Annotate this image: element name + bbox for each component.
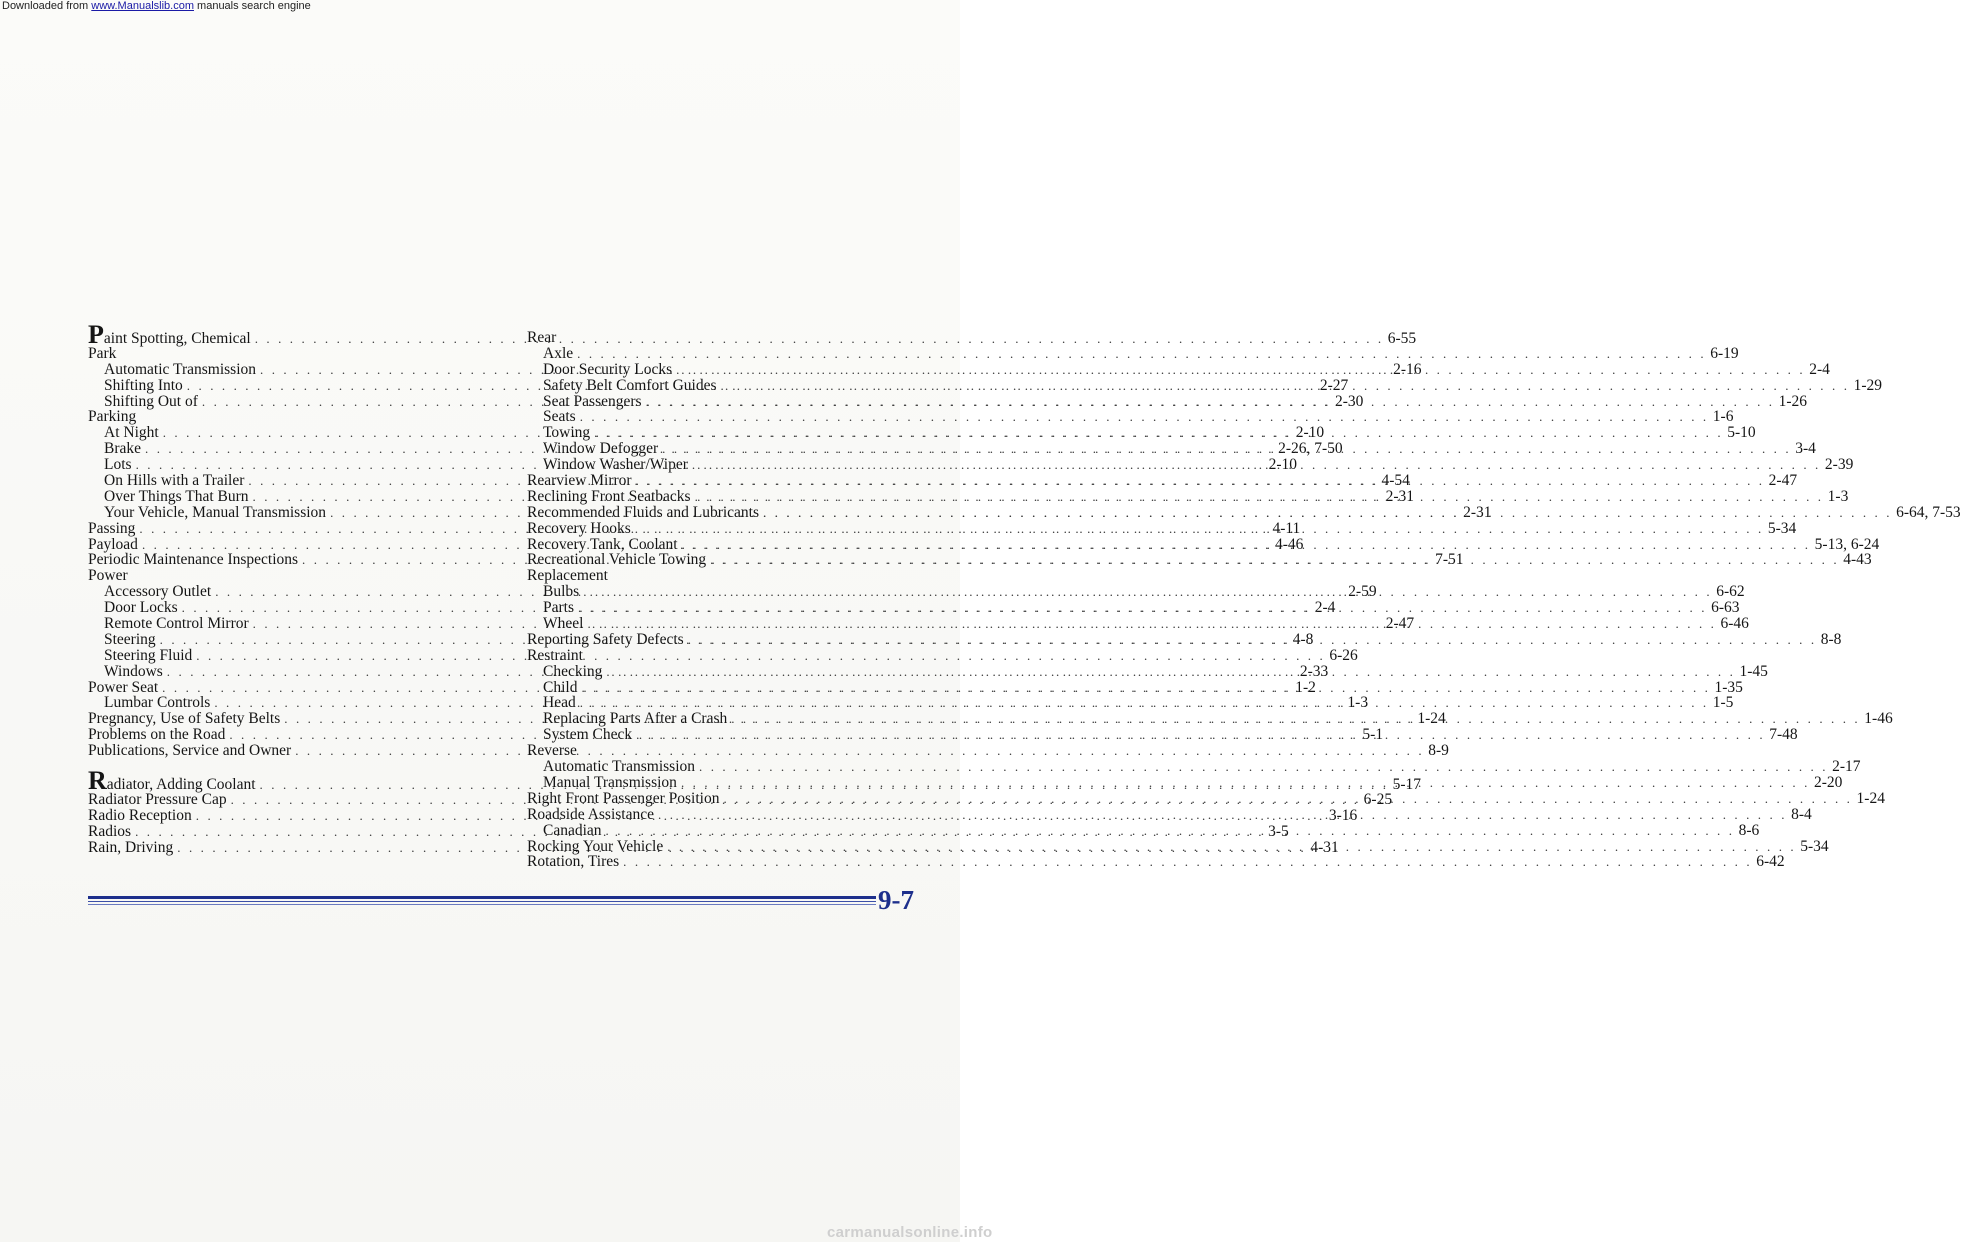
entry-text: Automatic Transmission — [104, 360, 257, 378]
entry-page: 8-9 — [1428, 742, 1449, 760]
entry-page: 7-51 — [1435, 551, 1464, 569]
entry-text: Periodic Maintenance Inspections — [88, 551, 299, 569]
leader-dots — [699, 759, 1828, 775]
index-entry — [527, 853, 1785, 871]
entry-text: Problems on the Road — [88, 726, 226, 744]
entry-text: Axle — [543, 344, 574, 362]
index-entry — [527, 648, 925, 664]
entry-label — [527, 648, 583, 664]
entry-page: 4-31 — [1310, 838, 1339, 856]
entry-label — [527, 743, 577, 759]
entry-label — [104, 584, 211, 600]
entry-label — [527, 537, 678, 553]
footer-rule-thin — [88, 901, 876, 902]
entry-page: 1-3 — [1827, 487, 1849, 505]
entry-text: Shifting Into — [104, 376, 183, 394]
entry-label — [543, 695, 576, 711]
entry-text: Seats — [543, 408, 576, 426]
entry-page: 8-4 — [1791, 805, 1812, 823]
entry-page: 6-55 — [1387, 330, 1417, 347]
entry-page: 8-6 — [1738, 821, 1760, 839]
entry-label — [543, 378, 717, 394]
entry-label — [543, 664, 602, 680]
entry-page: 1-3 — [1347, 694, 1369, 712]
entry-page: 4-43 — [1843, 551, 1872, 569]
entry-label — [527, 854, 619, 870]
entry-label — [88, 409, 136, 425]
index-entry — [527, 743, 925, 759]
entry-label — [88, 568, 128, 584]
entry-text: Towing — [543, 424, 591, 442]
entry-label — [88, 824, 131, 840]
entry-text: Reporting Safety Defects — [527, 630, 684, 648]
entry-label — [88, 521, 135, 537]
entry-text: Lots — [104, 456, 132, 474]
leader-dots — [583, 584, 1712, 600]
entry-label — [527, 489, 691, 505]
entry-page: 6-26 — [1329, 646, 1358, 664]
entry-page: 7-48 — [1769, 726, 1798, 744]
entry-text: Radio Reception — [88, 806, 192, 824]
banner-prefix: Downloaded from — [2, 0, 92, 12]
manualslib-link[interactable]: www.Manualslib.com — [91, 0, 194, 12]
entry-label — [527, 473, 632, 489]
footer-rule-thin — [88, 904, 876, 905]
entry-page: 1-24 — [1417, 710, 1446, 728]
entry-label — [527, 521, 631, 537]
entry-label — [88, 808, 192, 824]
watermark-footer: carmanualsonline.info — [827, 1224, 993, 1241]
entry-page: 2-33 — [1299, 662, 1329, 680]
entry-label — [104, 441, 141, 457]
entry-page: 2-59 — [1348, 583, 1377, 601]
leader-dots — [710, 552, 1839, 568]
leader-dots — [723, 791, 1852, 807]
entry-text: Door Locks — [104, 599, 178, 617]
entry-page: 6-46 — [1720, 615, 1749, 633]
entry-text: Remote Control Mirror — [104, 615, 249, 633]
entry-page: 1-26 — [1778, 392, 1808, 410]
entry-label — [104, 648, 192, 664]
entry-label — [543, 823, 602, 839]
leader-dots — [658, 807, 1787, 823]
entry-text: Right Front Passenger Position — [527, 789, 720, 807]
entry-page: 5-34 — [1800, 837, 1829, 855]
leader-dots — [681, 775, 1810, 794]
entry-text: System Check — [543, 726, 633, 744]
leader-dots — [606, 664, 1735, 680]
entry-text: At Night — [104, 424, 159, 442]
entry-text: Roadside Assistance — [527, 805, 654, 823]
entry-page: 6-25 — [1363, 790, 1393, 808]
entry-text: Your Vehicle, Manual Transmission — [104, 503, 327, 521]
entry-page: 6-64, 7-53 — [1896, 503, 1961, 521]
entry-text: Child — [543, 678, 578, 696]
entry-text: Pregnancy, Use of Safety Belts — [88, 710, 281, 728]
entry-page: 2-4 — [1809, 360, 1830, 378]
entry-page: 2-30 — [1334, 392, 1364, 410]
entry-text: Wheel — [543, 615, 584, 633]
entry-label — [88, 743, 291, 759]
entry-label — [543, 441, 658, 457]
entry-page: 5-13, 6-24 — [1814, 535, 1880, 553]
entry-label — [543, 711, 727, 727]
entry-page: 2-47 — [1768, 472, 1798, 490]
leader-dots — [581, 680, 1710, 696]
entry-label — [104, 362, 256, 378]
entry-text: Power Seat — [88, 678, 159, 696]
entry-label — [104, 394, 198, 410]
entry-page: 1-29 — [1853, 376, 1882, 394]
entry-page: 2-20 — [1814, 773, 1843, 791]
entry-label — [88, 792, 227, 808]
entry-page: 8-8 — [1820, 630, 1842, 648]
entry-label — [543, 409, 576, 425]
index-subentry — [527, 408, 1734, 426]
leader-dots — [578, 600, 1707, 616]
entry-text: Parking — [88, 408, 137, 426]
footer-rule — [88, 896, 876, 899]
entry-page: 1-46 — [1864, 710, 1893, 728]
leader-dots — [646, 394, 1775, 410]
entry-label — [543, 775, 677, 791]
index-entry — [88, 346, 474, 362]
entry-label — [104, 425, 159, 441]
entry-label — [543, 680, 577, 696]
entry-text: Door Security Locks — [543, 360, 673, 378]
entry-label — [88, 680, 158, 696]
entry-text: Rear — [527, 329, 557, 346]
entry-text: Checking — [543, 662, 603, 680]
entry-label — [527, 791, 719, 807]
entry-text: Brake — [104, 440, 142, 458]
entry-label — [527, 505, 759, 521]
entry-text: Manual Transmission — [543, 773, 677, 791]
entry-page: 5-17 — [1392, 776, 1422, 794]
entry-label — [543, 727, 632, 743]
section-initial: P — [88, 320, 104, 349]
entry-text: Rearview Mirror — [527, 472, 632, 490]
entry-page: 2-47 — [1385, 615, 1415, 633]
entry-label — [88, 537, 138, 553]
entry-page: 2-31 — [1463, 503, 1492, 521]
index-subentry — [527, 758, 1861, 776]
entry-label — [104, 695, 210, 711]
entry-text: Parts — [543, 599, 574, 617]
index-subentry — [527, 344, 1739, 362]
entry-text: Automatic Transmission — [543, 758, 696, 776]
entry-text: Rocking Your Vehicle — [527, 837, 664, 855]
entry-label — [88, 552, 298, 568]
entry-text: Rotation, Tires — [527, 853, 620, 871]
index-entry — [88, 568, 474, 584]
entry-text: Rain, Driving — [88, 838, 174, 856]
entry-page: 2-17 — [1832, 758, 1861, 776]
leader-dots — [667, 839, 1796, 855]
leader-dots — [577, 346, 1706, 362]
entry-page: 3-4 — [1795, 440, 1816, 458]
leader-dots — [635, 521, 1764, 537]
entry-text: Recreational Vehicle Towing — [527, 551, 707, 569]
leader-dots — [580, 409, 1709, 425]
entry-text: Bulbs — [543, 583, 580, 601]
download-banner — [0, 0, 962, 16]
entry-page: 6-19 — [1710, 344, 1739, 362]
entry-label — [543, 759, 695, 775]
entry-text: Window Washer/Wiper — [543, 456, 688, 474]
entry-page: 2-10 — [1268, 456, 1298, 474]
entry-page: 2-26, 7-50 — [1278, 440, 1343, 458]
entry-page: 6-62 — [1716, 583, 1745, 601]
entry-text: Park — [88, 344, 117, 362]
leader-dots — [692, 457, 1821, 473]
entry-label — [104, 600, 178, 616]
entry-label — [88, 727, 225, 743]
entry-page: 6-63 — [1711, 599, 1740, 617]
entry-text: Radiator Pressure Cap — [88, 790, 227, 808]
entry-label — [104, 664, 163, 680]
entry-text: Window Defogger — [543, 440, 659, 458]
entry-text: Reverse — [527, 742, 577, 760]
entry-label — [543, 394, 642, 410]
entry-label — [543, 362, 672, 378]
entry-page: 2-39 — [1824, 456, 1854, 474]
entry-page: 3-16 — [1328, 806, 1358, 824]
leader-dots — [623, 854, 1752, 870]
leader-dots — [636, 473, 1765, 489]
entry-label — [543, 346, 573, 362]
entry-label — [543, 584, 579, 600]
entry-page: 5-34 — [1767, 519, 1797, 537]
entry-text: Steering Fluid — [104, 646, 193, 664]
entry-text: aint Spotting, Chemical — [103, 330, 251, 347]
entry-label — [527, 330, 556, 346]
entry-page: 2-4 — [1314, 599, 1336, 617]
entry-page: 1-5 — [1712, 694, 1734, 712]
leader-dots — [763, 505, 1892, 521]
entry-text: Payload — [88, 535, 138, 553]
entry-label — [104, 378, 183, 394]
leader-dots — [587, 616, 1716, 632]
entry-text: Recovery Tank, Coolant — [527, 535, 678, 553]
entry-text: Lumbar Controls — [104, 694, 211, 712]
entry-label — [527, 568, 608, 584]
entry-page: 1-24 — [1856, 789, 1885, 807]
entry-text: Steering — [104, 630, 156, 648]
section-initial: R — [88, 766, 107, 796]
leader-dots — [662, 441, 1791, 457]
entry-page: 4-46 — [1275, 535, 1304, 553]
entry-text: Publications, Service and Owner — [88, 742, 292, 760]
section-gap — [88, 759, 474, 776]
entry-text: Recommended Fluids and Lubricants — [527, 503, 760, 521]
entry-label — [543, 600, 574, 616]
entry-label — [88, 840, 173, 856]
index-entry — [88, 409, 474, 425]
leader-dots — [580, 695, 1709, 711]
entry-page: 1-6 — [1712, 408, 1734, 426]
leader-dots — [606, 823, 1735, 839]
entry-text: adiator, Adding Coolant — [106, 776, 256, 794]
leader-dots — [721, 378, 1850, 394]
entry-text: Replacing Parts After a Crash — [543, 710, 728, 728]
entry-text: Seat Passengers — [543, 392, 642, 410]
entry-page: 4-54 — [1381, 472, 1410, 490]
index-entry — [527, 568, 925, 584]
entry-text: Windows — [104, 662, 163, 680]
entry-text: Shifting Out of — [104, 392, 198, 410]
entry-page: 2-27 — [1319, 376, 1349, 394]
entry-page: 4-11 — [1272, 519, 1301, 537]
entry-label — [104, 457, 132, 473]
entry-label — [104, 505, 326, 521]
entry-text: Over Things That Burn — [104, 487, 249, 505]
entry-label — [527, 807, 654, 823]
leader-dots — [695, 489, 1824, 505]
entry-label — [543, 457, 688, 473]
entry-text: Accessory Outlet — [104, 583, 212, 601]
entry-page: 6-42 — [1756, 853, 1785, 871]
entry-page: 5-1 — [1362, 726, 1384, 744]
entry-text: Canadian — [543, 821, 602, 839]
entry-page: 4-8 — [1292, 630, 1314, 648]
leader-dots — [682, 537, 1811, 553]
page-number: 9-7 — [878, 885, 914, 915]
leader-dots — [676, 362, 1805, 378]
entry-label — [527, 839, 663, 855]
entry-text: On Hills with a Trailer — [104, 472, 245, 490]
entry-label — [88, 711, 280, 727]
entry-label — [104, 616, 249, 632]
entry-label — [543, 616, 583, 632]
entry-label — [527, 632, 684, 648]
entry-label — [543, 425, 590, 441]
leader-dots — [594, 425, 1723, 441]
entry-page: 5-10 — [1727, 424, 1756, 442]
entry-page: 2-31 — [1385, 487, 1414, 505]
entry-text: Reclining Front Seatbacks — [527, 487, 691, 505]
entry-label — [88, 346, 116, 362]
entry-page: 3-5 — [1268, 822, 1289, 840]
entry-page: 2-10 — [1295, 424, 1325, 442]
entry-text: Power — [88, 567, 128, 585]
leader-dots — [636, 727, 1765, 743]
index-entry — [527, 330, 925, 346]
entry-label — [104, 473, 244, 489]
entry-text: Radios — [88, 822, 132, 840]
entry-text: Passing — [88, 519, 136, 537]
entry-label — [104, 489, 249, 505]
leader-dots — [688, 632, 1817, 648]
entry-label — [104, 632, 156, 648]
entry-page: 2-16 — [1393, 360, 1422, 378]
entry-text: Head — [543, 694, 576, 712]
entry-label — [527, 552, 706, 568]
leader-dots — [731, 711, 1860, 727]
entry-page: 1-35 — [1714, 678, 1743, 696]
entry-page: 1-45 — [1739, 662, 1768, 680]
banner-suffix: manuals search engine — [193, 0, 311, 12]
entry-text: Replacement — [527, 567, 608, 585]
entry-text: Safety Belt Comfort Guides — [543, 376, 717, 394]
entry-text: Restraint — [527, 646, 583, 664]
entry-page: 1-2 — [1295, 678, 1316, 696]
entry-text: Recovery Hooks — [527, 519, 631, 537]
